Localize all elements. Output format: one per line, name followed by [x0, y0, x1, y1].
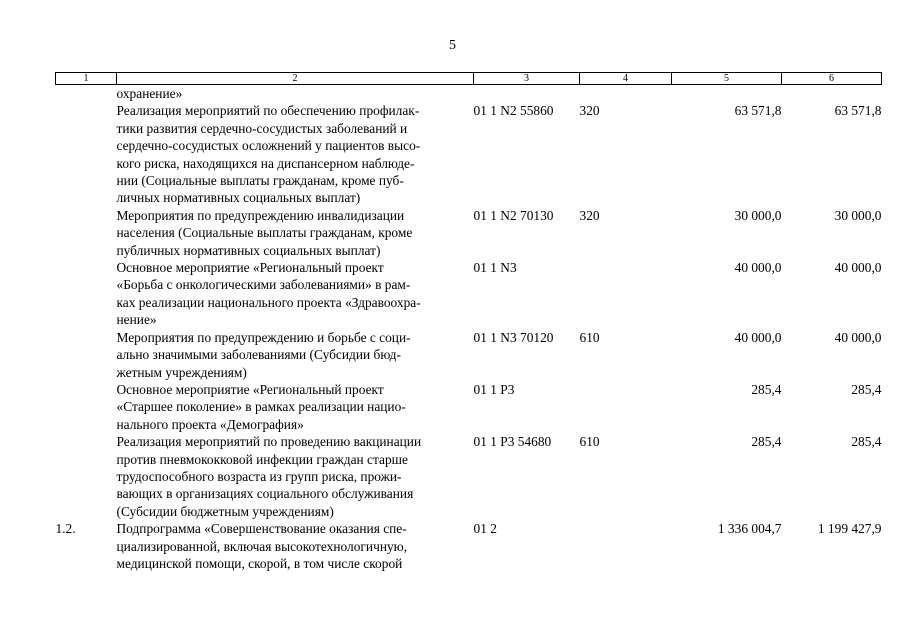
- row-name-line: Подпрограмма «Совершенствование оказания спе-: [116, 521, 407, 537]
- row-name: [117, 85, 474, 103]
- row-number: [56, 85, 117, 103]
- table-row: [56, 102, 882, 206]
- header-col-2: 2: [117, 73, 474, 85]
- row-name-line: личных нормативных социальных выплат): [116, 190, 361, 206]
- table-row: [56, 259, 882, 329]
- row-expense-type: 320: [579, 207, 600, 223]
- row-name: [117, 520, 474, 572]
- row-name-line: нии (Социальные выплаты гражданам, кроме пуб-: [116, 173, 404, 189]
- row-sum-year-2: 285,4: [851, 434, 882, 450]
- row-code: 01 1 P3 54680: [473, 434, 552, 450]
- row-number: [56, 381, 117, 433]
- row-sum-year-2: 40 000,0: [834, 260, 882, 276]
- row-name-line: вающих в организациях социального обслуживания: [116, 486, 414, 502]
- header-col-3: 3: [474, 73, 580, 85]
- row-name-line: ках реализации национального проекта «Здравоохра-: [116, 294, 421, 310]
- row-name-line: против пневмококковой инфекции граждан старше: [116, 451, 408, 467]
- row-name-line: (Субсидии бюджетным учреждениям): [116, 503, 334, 519]
- row-name: [117, 259, 474, 329]
- row-expense-type: [580, 259, 672, 329]
- row-sum-year-2: 285,4: [851, 381, 882, 397]
- row-name-line: трудоспособного возраста из групп риска, прожи-: [116, 468, 402, 484]
- row-sum-year-1: 63 571,8: [734, 103, 782, 119]
- header-row: [56, 73, 882, 85]
- header-col-4: 4: [580, 73, 672, 85]
- row-sum-year-1: 30 000,0: [734, 207, 782, 223]
- row-sum-year-2: 40 000,0: [834, 329, 882, 345]
- row-name-line: кого риска, находящихся на диспансерном наблюде-: [116, 155, 415, 171]
- row-sum-year-1: 285,4: [751, 381, 782, 397]
- row-name: [117, 381, 474, 433]
- row-name: [117, 207, 474, 259]
- row-name-line: Основное мероприятие «Региональный проект: [116, 260, 384, 276]
- row-name: [117, 433, 474, 520]
- row-name-line: жетным учреждениям): [116, 364, 247, 380]
- row-number: [56, 207, 117, 259]
- row-name-line: нение»: [116, 312, 157, 328]
- budget-table: [55, 72, 882, 572]
- row-expense-type: [580, 85, 672, 103]
- row-code: 01 1 P3: [473, 381, 515, 397]
- row-sum-year-2: 1 199 427,9: [817, 521, 882, 537]
- row-name-line: Реализация мероприятий по обеспечению профилак-: [116, 103, 420, 119]
- row-expense-type: 320: [579, 103, 600, 119]
- row-name-line: Мероприятия по предупреждению инвалидизации: [116, 207, 405, 223]
- row-name-line: публичных нормативных социальных выплат): [116, 242, 381, 258]
- row-sum-year-1: [672, 85, 782, 103]
- row-name-line: циализированной, включая высокотехнологичную,: [116, 538, 408, 554]
- table-row: [56, 520, 882, 572]
- row-name-line: населения (Социальные выплаты гражданам, кроме: [116, 225, 413, 241]
- row-name-line: Реализация мероприятий по проведению вакцинации: [116, 434, 422, 450]
- header-col-5: 5: [672, 73, 782, 85]
- row-sum-year-1: 40 000,0: [734, 329, 782, 345]
- row-name-line: Мероприятия по предупреждению и борьбе с соци-: [116, 329, 411, 345]
- page-number: 5: [449, 38, 456, 53]
- row-name-line: Основное мероприятие «Региональный проект: [116, 381, 384, 397]
- row-expense-type: [580, 520, 672, 572]
- row-name-line: ально значимыми заболеваниями (Субсидии бюд-: [116, 347, 401, 363]
- row-number: [56, 259, 117, 329]
- row-number: 1.2.: [55, 521, 76, 537]
- row-code: 01 1 N3 70120: [473, 329, 554, 345]
- row-name-line: медицинской помощи, скорой, в том числе скорой: [116, 555, 403, 571]
- table-row: [56, 381, 882, 433]
- row-expense-type: 610: [579, 434, 600, 450]
- row-name: [117, 329, 474, 381]
- row-code: 01 1 N2 55860: [473, 103, 554, 119]
- row-code: 01 2: [473, 521, 497, 537]
- row-sum-year-2: [782, 85, 882, 103]
- table-row: [56, 85, 882, 103]
- row-code: 01 1 N3: [473, 260, 517, 276]
- row-number: [56, 329, 117, 381]
- row-sum-year-1: 40 000,0: [734, 260, 782, 276]
- row-number: [56, 433, 117, 520]
- row-expense-type: [580, 381, 672, 433]
- header-col-1: 1: [56, 73, 117, 85]
- table-body: [56, 85, 882, 573]
- row-name-line: охранение»: [116, 86, 183, 101]
- row-name-line: «Старшее поколение» в рамках реализации нацио-: [116, 399, 406, 415]
- row-name-line: «Борьба с онкологическими заболеваниями» в рам-: [116, 277, 411, 293]
- row-name-line: тики развития сердечно-сосудистых заболеваний и: [116, 120, 408, 136]
- row-sum-year-1: 1 336 004,7: [717, 521, 782, 537]
- row-name-line: нального проекта «Демография»: [116, 416, 304, 432]
- row-code: [474, 85, 580, 103]
- row-sum-year-2: 63 571,8: [834, 103, 882, 119]
- row-name-line: сердечно-сосудистых осложнений у пациентов высо-: [116, 138, 421, 154]
- table-row: [56, 329, 882, 381]
- row-name: [117, 102, 474, 206]
- row-expense-type: 610: [579, 329, 600, 345]
- row-code: 01 1 N2 70130: [473, 207, 554, 223]
- row-number: [56, 102, 117, 206]
- header-col-6: 6: [782, 73, 882, 85]
- table-row: [56, 207, 882, 259]
- row-sum-year-2: 30 000,0: [834, 207, 882, 223]
- table-row: [56, 433, 882, 520]
- row-sum-year-1: 285,4: [751, 434, 782, 450]
